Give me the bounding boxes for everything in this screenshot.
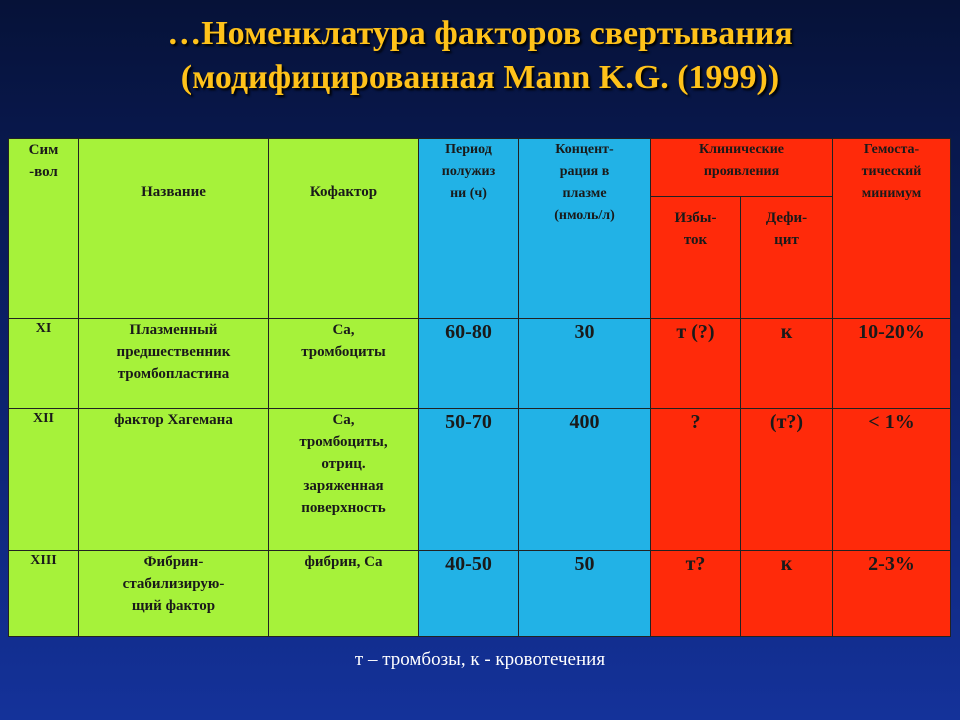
header-name: Название [79, 139, 269, 319]
cell-name-line: тромбопластина [117, 366, 230, 382]
header-hemostatic-line: тический [861, 164, 922, 179]
header-cofactor: Кофактор [269, 139, 419, 319]
title-line-2: (модифицированная Mann K.G. (1999)) [180, 59, 780, 96]
header-hemostatic-minimum [833, 139, 951, 319]
table-row [9, 551, 951, 637]
cell-half-life: 50-70 [419, 409, 519, 551]
header-concentration-line: Концент- [555, 142, 614, 157]
header-symbol-line: Сим [28, 142, 59, 158]
slide-title [0, 12, 960, 100]
header-concentration [519, 139, 651, 319]
table-row [9, 319, 951, 409]
cell-concentration: 30 [519, 319, 651, 409]
cell-cofactor-line: заряженная [303, 478, 384, 494]
cell-deficit: (т?) [741, 409, 833, 551]
cell-name [79, 409, 269, 551]
cell-cofactor-line: фибрин, Са [304, 554, 383, 570]
cell-name-line: стабилизирую- [122, 576, 225, 592]
cell-concentration: 50 [519, 551, 651, 637]
cell-cofactor-line: тромбоциты [301, 344, 386, 360]
cell-cofactor [269, 409, 419, 551]
header-hemostatic-line: минимум [861, 186, 922, 201]
cell-half-life: 40-50 [419, 551, 519, 637]
header-clinical-line: проявления [703, 164, 780, 179]
header-row-1 [9, 139, 951, 197]
cell-cofactor [269, 551, 419, 637]
cell-cofactor-line: тромбоциты, [299, 434, 388, 450]
header-deficit [741, 197, 833, 319]
header-symbol [9, 139, 79, 319]
cell-name-line: Плазменный [129, 322, 218, 338]
header-excess-line: Избы- [674, 210, 717, 226]
header-half-life-line: Период [445, 142, 492, 157]
cell-excess: т? [651, 551, 741, 637]
cell-name-line: фактор Хагемана [114, 412, 233, 428]
cell-name [79, 319, 269, 409]
header-clinical-line: Клинические [698, 142, 785, 157]
coagulation-factors-table [8, 138, 951, 637]
cell-name-line: щий фактор [131, 598, 216, 614]
cell-name-line: Фибрин- [143, 554, 204, 570]
cell-cofactor-line: Са, [332, 322, 355, 338]
cell-symbol: XIII [9, 551, 79, 637]
header-symbol-line: -вол [29, 164, 58, 180]
title-line-1: …Номенклатура факторов свертывания [167, 15, 793, 52]
cell-deficit: к [741, 319, 833, 409]
header-concentration-line: (нмоль/л) [554, 208, 615, 223]
footnote-legend: т – тромбозы, к - кровотечения [354, 649, 606, 670]
cell-name-line: предшественник [116, 344, 231, 360]
header-hemostatic-line: Гемоста- [863, 142, 920, 157]
cell-cofactor-line: поверхность [301, 500, 386, 516]
cell-excess: ? [651, 409, 741, 551]
cell-excess: т (?) [651, 319, 741, 409]
cell-cofactor [269, 319, 419, 409]
cell-deficit: к [741, 551, 833, 637]
header-clinical [651, 139, 833, 197]
cell-concentration: 400 [519, 409, 651, 551]
header-excess [651, 197, 741, 319]
cell-hemostatic-minimum: < 1% [833, 409, 951, 551]
header-half-life [419, 139, 519, 319]
cell-hemostatic-minimum: 2-3% [833, 551, 951, 637]
header-half-life-line: ни (ч) [450, 186, 487, 201]
cell-half-life: 60-80 [419, 319, 519, 409]
cell-cofactor-line: Са, [332, 412, 355, 428]
table-row [9, 409, 951, 551]
header-half-life-line: полужиз [441, 164, 496, 179]
cell-hemostatic-minimum: 10-20% [833, 319, 951, 409]
header-deficit-line: Дефи- [765, 210, 808, 226]
header-deficit-line: цит [774, 232, 799, 248]
header-excess-line: ток [683, 232, 708, 248]
header-concentration-line: рация в [559, 164, 610, 179]
cell-name [79, 551, 269, 637]
cell-symbol: XII [9, 409, 79, 551]
cell-cofactor-line: отриц. [321, 456, 366, 472]
header-concentration-line: плазме [562, 186, 607, 201]
cell-symbol: XI [9, 319, 79, 409]
